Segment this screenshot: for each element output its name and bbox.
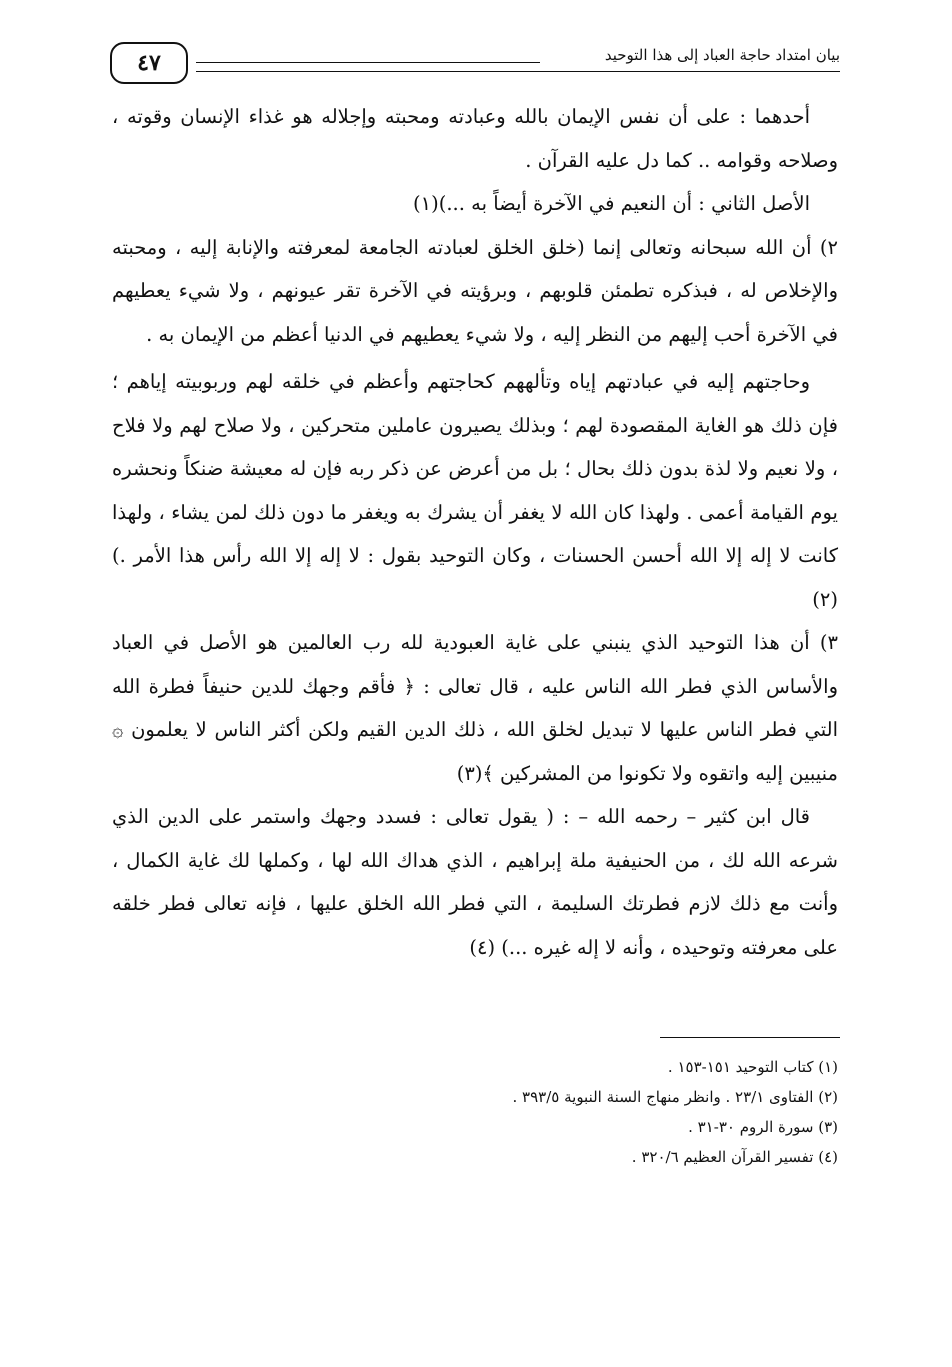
paragraph: ٣) أن هذا التوحيد الذي ينبني على غاية العبودية لله رب العالمين هو الأصل في العباد والأساس الذي فطر الله الناس عليه ، قال تعالى : ﴿ فأقم وجهك للدين حنيفاً فطرة الله التي فطر الناس عليها لا تبديل لخلق الله ، ذلك الدين القيم ولكن أكثر الناس لا يعلمون ۞ منيبين إليه واتقوه ولا تكونوا من المشركين ﴾(٣) <box>112 631 838 785</box>
paragraph: قال ابن كثير – رحمه الله – : ( يقول تعالى : فسدد وجهك واستمر على الدين الذي شرعه الله لك ، من الحنيفية ملة إبراهيم ، الذي هداك الله لها ، وكملها لك غاية الكمال ، وأنت مع ذلك لازم فطرتك السليمة ، التي فطر الله الخلق عليها ، فإنه تعالى فطر خلقه على معرفته وتوحيده ، وأنه لا إله غيره ...) (٤) <box>112 805 838 959</box>
paragraph: وحاجتهم إليه في عبادتهم إياه وتألههم كحاجتهم وأعظم في خلقه لهم وربوبيته إياهم ؛ فإن ذلك هو الغاية المقصودة لهم ؛ وبذلك يصيرون عاملين متحركين ، ولا صلاح لهم ولا فلاح ، ولا نعيم ولا لذة بدون ذلك بحال ؛ بل من أعرض عن ذكر ربه فإن له معيشة ضنكاً ونحشره يوم القيامة أعمى . ولهذا كان الله لا يغفر أن يشرك به ويغفر ما دون ذلك لمن يشاء ، ولهذا كانت لا إله إلا الله أحسن الحسنات ، وكان التوحيد بقول : لا إله إلا الله رأس هذا الأمر .) (٢) <box>112 370 838 611</box>
header-rule <box>196 62 540 63</box>
footnote: (٢) الفتاوى ٢٣/١ . وانظر منهاج السنة النبوية ٣٩٣/٥ . <box>512 1088 838 1106</box>
paragraph: ٢) أن الله سبحانه وتعالى إنما (خلق الخلق لعبادته الجامعة لمعرفته والإنابة إليه ، ومحبته والإخلاص له ، فبذكره تطمئن قلوبهم ، وبرؤيته في الآخرة تقر عيونهم ، ولا شيء يعطيهم في الآخرة أحب إليهم من النظر إليه ، ولا شيء يعطيهم في الدنيا أعظم من الإيمان به . <box>112 235 838 346</box>
running-title: بيان امتداد حاجة العباد إلى هذا التوحيد <box>604 46 840 64</box>
page-number: ٤٧ <box>110 42 188 84</box>
footnote: (٣) سورة الروم ٣٠-٣١ . <box>688 1118 838 1136</box>
footnotes <box>112 1052 838 1172</box>
paragraph: أحدهما : على أن نفس الإيمان بالله وعبادته ومحبته وإجلاله هو غذاء الإنسان وقوته ، وصلاحه وقوامه .. كما دل عليه القرآن . <box>112 105 838 172</box>
footnote: (١) كتاب التوحيد ١٥١-١٥٣ . <box>667 1058 838 1076</box>
footnote: (٤) تفسير القرآن العظيم ٣٢٠/٦ . <box>631 1148 838 1166</box>
header-rule <box>196 71 840 72</box>
footnote-divider <box>660 1037 840 1038</box>
page-header <box>110 40 840 90</box>
paragraph: الأصل الثاني : أن النعيم في الآخرة أيضاً به ...)(١) <box>413 192 810 215</box>
body-text <box>112 95 838 969</box>
